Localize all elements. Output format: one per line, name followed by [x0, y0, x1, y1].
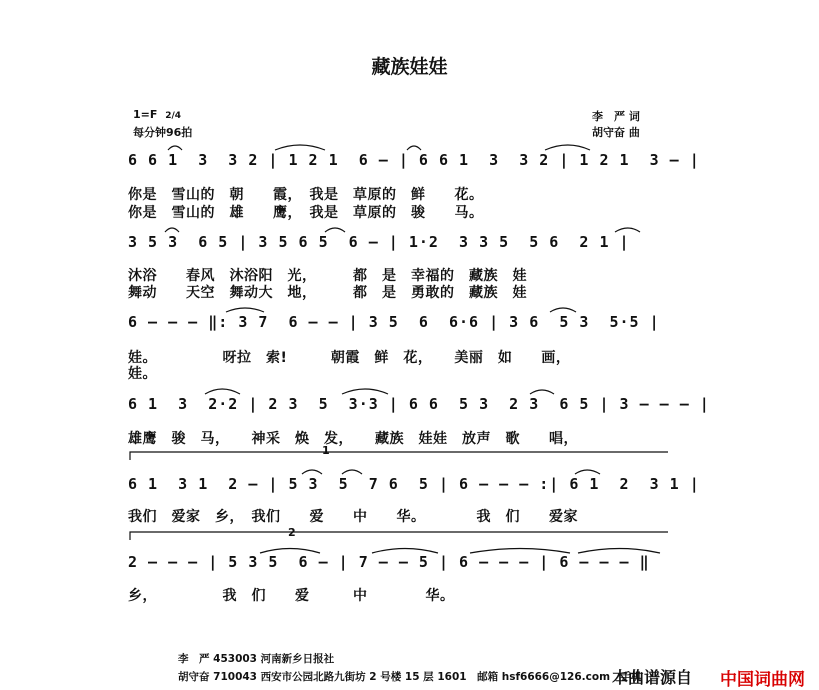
footer-contact-lyricist: 李 严 453003 河南新乡日报社: [178, 653, 335, 665]
notation-line: 6 — — — ‖: 3 7 6 — — | 3 5 6 6·6 | 3 6 5 3 5·5 |: [128, 313, 660, 331]
slur-mark: [275, 145, 325, 150]
notation-line: 6 1 3 1 2 — | 5 3 5 7 6 5 | 6 — — — :| 6 1 2 3 1 |: [128, 475, 700, 493]
notation-line: 6 6 1 3 3 2 | 1 2 1 6 — | 6 6 1 3 3 2 | 1 2 1 3 — |: [128, 151, 700, 169]
slur-mark: [575, 470, 600, 474]
notation-line: 2 — — — | 5 3 5 6 — | 7 — — 5 | 6 — — — | 6 — — — ‖: [128, 553, 650, 571]
lyric-verse-2: 娃。: [128, 366, 157, 382]
slur-mark: [325, 228, 345, 232]
lyric-verse-1: 沐浴 春风 沐浴阳 光， 都 是 幸福的 藏族 娃: [128, 268, 527, 284]
key-label: 1=F: [133, 108, 158, 121]
volta-1-bracket: [130, 452, 668, 460]
volta-2-bracket: [130, 532, 668, 540]
slur-mark: [260, 549, 320, 554]
slur-mark: [470, 549, 570, 554]
slur-mark: [342, 470, 362, 474]
site-watermark[interactable]: 中国词曲网: [720, 670, 805, 690]
slur-mark: [530, 390, 554, 394]
lyric-verse-1: 娃。 呀拉 索! 朝霞 鲜 花， 美丽 如 画，: [128, 350, 571, 366]
footer-contact-composer: 胡守奋 710043 西安市公园北路九街坊 2 号楼 15 层 1601 邮箱 hsf6666@126.com 手机: [178, 671, 642, 683]
lyricist-credit: 李 严 词: [592, 110, 640, 123]
notation-line: 6 1 3 2·2 | 2 3 5 3·3 | 6 6 5 3 2 3 6 5 | 3 — — — |: [128, 395, 710, 413]
notation-line: 3 5 3 6 5 | 3 5 6 5 6 — | 1·2 3 3 5 5 6 2 1 |: [128, 233, 630, 251]
slur-mark: [615, 228, 640, 232]
slur-mark: [302, 470, 322, 474]
lyric-verse-1: 雄鹰 骏 马， 神采 焕 发， 藏族 娃娃 放声 歌 唱，: [128, 431, 578, 447]
slur-mark: [578, 549, 660, 554]
slur-mark: [342, 389, 388, 394]
slur-mark: [205, 389, 240, 394]
slur-mark: [226, 308, 264, 312]
volta-2-label: 2: [288, 526, 296, 539]
source-notice: 本曲谱源自: [612, 668, 693, 687]
slur-mark: [550, 308, 576, 312]
slur-mark: [545, 145, 590, 150]
lyric-verse-1: 我们 爱家 乡， 我们 爱 中 华。 我 们 爱家: [128, 509, 578, 525]
page-title: 藏族娃娃: [371, 56, 448, 78]
composer-credit: 胡守奋 曲: [592, 126, 640, 139]
slur-mark: [168, 146, 182, 150]
slur-mark: [372, 549, 438, 554]
volta-1-label: 1: [322, 444, 330, 457]
lyric-verse-1: 你是 雪山的 朝 霞， 我是 草原的 鲜 花。: [128, 187, 484, 203]
lyric-verse-2: 舞动 天空 舞动大 地， 都 是 勇敢的 藏族 娃: [128, 285, 527, 301]
slur-mark: [407, 146, 421, 150]
lyric-verse-1: 乡， 我 们 爱 中 华。: [128, 588, 455, 604]
tempo-marking: 每分钟96拍: [133, 126, 193, 139]
lyric-verse-2: 你是 雪山的 雄 鹰， 我是 草原的 骏 马。: [128, 205, 484, 221]
meter-label: 2/4: [165, 111, 182, 121]
slur-mark: [165, 228, 179, 232]
